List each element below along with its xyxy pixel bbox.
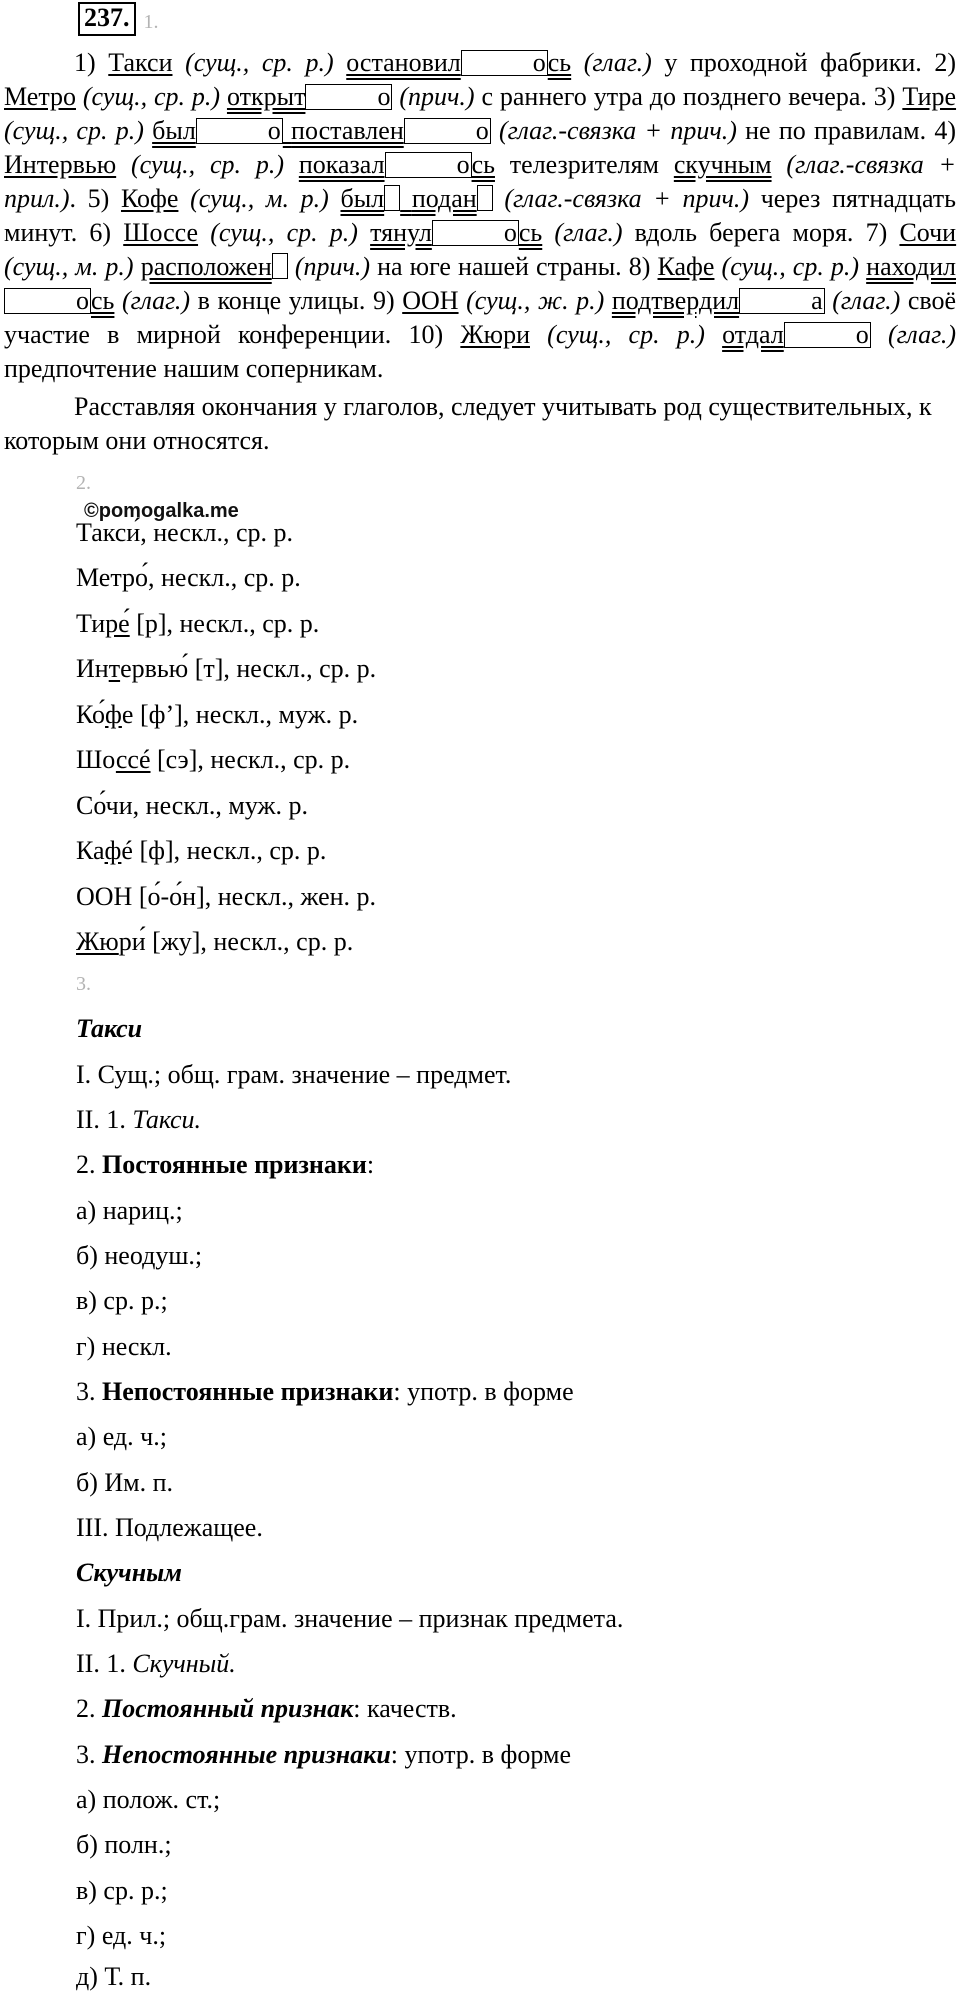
word-part: Такси́ — [76, 518, 141, 547]
parse-line: в) ср. р.; — [76, 1286, 168, 1315]
word-part: ООН — [76, 882, 133, 911]
empty-ending-box — [477, 185, 493, 211]
parse-line: б) полн.; — [76, 1830, 172, 1859]
predicate: расположен — [141, 252, 288, 281]
grammar-note: (глаг.) — [554, 218, 623, 247]
stress-word-entry — [76, 745, 350, 775]
word-part: Шо — [76, 745, 116, 774]
predicate: открыт о — [226, 82, 391, 111]
predicate: тянул ось — [370, 218, 543, 247]
predicate-adjective: скучным — [673, 150, 772, 179]
grammar-note: (сущ., ср. р.) — [185, 48, 334, 77]
word-part: [жу], нескл., ср. р. — [145, 927, 354, 956]
sentence-number: 3) — [873, 82, 896, 111]
sentence-text: в конце улицы. — [197, 286, 366, 315]
word-part: Ин — [76, 654, 109, 683]
grammar-note: (прич.) — [399, 82, 475, 111]
parse-line: б) неодуш.; — [76, 1241, 203, 1270]
word-part: Ка — [76, 836, 105, 865]
grammar-note: (сущ., ср. р.) — [547, 320, 705, 349]
word-part: é — [121, 836, 133, 865]
word-part: [сэ], нескл., ср. р. — [150, 745, 351, 774]
parse-line: I. Прил.; общ.грам. значение – признак предмета. — [76, 1604, 624, 1633]
sentence-number: 4) — [934, 116, 957, 145]
parse-line: III. Подлежащее. — [76, 1513, 263, 1542]
grammar-note: (сущ., — [721, 252, 786, 281]
parse-line: 2. Постоянные признаки: — [76, 1150, 375, 1179]
sentence-text: вдоль берега моря. — [634, 218, 854, 247]
parse-line: г) нескл. — [76, 1332, 172, 1361]
sentence-number: 5) — [87, 184, 110, 213]
parse-line: а) нариц.; — [76, 1196, 183, 1225]
sentence-text: у проходной фабрики. — [664, 48, 922, 77]
word-part: , нескл., муж. р. — [132, 791, 308, 820]
word-part: , нескл., ср. р. — [148, 563, 301, 592]
sentence-text: телезрителям — [509, 150, 660, 179]
subject: Тире — [902, 82, 957, 111]
word-part: [ф], нескл., ср. р. — [132, 836, 327, 865]
part-label-2: 2. — [76, 472, 91, 494]
subject: Жюри — [460, 320, 530, 349]
parse-line: I. Сущ.; общ. грам. значение – предмет. — [76, 1060, 512, 1089]
empty-ending-box — [272, 253, 288, 279]
underlined-letters: ф — [104, 836, 122, 865]
grammar-note: (глаг.) — [583, 48, 652, 77]
stress-word-entry — [76, 518, 293, 548]
underlined-letters: ре́ — [105, 609, 130, 638]
sentence-number: 8) — [628, 252, 651, 281]
underlined-letters: Жю — [76, 927, 119, 956]
predicate: был о поставлен о — [152, 116, 489, 145]
grammar-note: (глаг.) — [832, 286, 901, 315]
sentence-number: 7) — [865, 218, 888, 247]
sentence-number: 10) — [408, 320, 444, 349]
stress-word-entry — [76, 791, 308, 821]
sentence-text: с раннего утра до позднего вечера. — [481, 82, 867, 111]
sentence-text: не по правилам. — [745, 116, 927, 145]
sentence-number: 6) — [89, 218, 112, 247]
word-part: Ти — [76, 609, 106, 638]
parse-line: II. 1. Скучный. — [76, 1649, 236, 1678]
grammar-note: (глаг.-связка + прич.) — [504, 184, 750, 213]
exercise-header — [78, 2, 159, 36]
sentence-text: своё участие в мирной конференции. — [4, 286, 957, 349]
sentence-number: 1) — [74, 48, 96, 77]
underlined-letters: ф — [105, 700, 122, 729]
ending-box: о — [461, 50, 548, 76]
ending-box: о — [784, 322, 871, 348]
predicate: отдал о — [722, 320, 869, 349]
ending-box: а — [739, 288, 825, 314]
predicate: был подан — [340, 184, 492, 213]
word-part: [ф’], нескл., муж. р. — [133, 700, 359, 729]
word-part: ервью́ — [120, 654, 189, 683]
grammar-note: (глаг.) — [887, 320, 957, 349]
grammar-note: (сущ., м. р.) — [4, 252, 134, 281]
subject: Шоссе — [123, 218, 199, 247]
grammar-note: (сущ., ср. р.) — [210, 218, 358, 247]
underlined-letters: ссé — [115, 745, 151, 774]
subject: Метро — [4, 82, 76, 111]
subject: Такси — [108, 48, 173, 77]
grammar-note: (сущ., м. р.) — [190, 184, 329, 213]
subject: Кофе — [120, 184, 179, 213]
grammar-note: ср. р.) — [792, 252, 860, 281]
word-part: ри́ — [118, 927, 146, 956]
predicate: остановил ось — [346, 48, 572, 77]
parse-line: II. 1. Такси. — [76, 1105, 202, 1134]
watermark: ©pomogalka.me — [84, 500, 239, 522]
stress-word-entry — [76, 654, 376, 684]
ending-box: о — [305, 84, 392, 110]
empty-ending-box — [384, 185, 400, 211]
ending-box: о — [432, 220, 519, 246]
stress-word-entry — [76, 563, 301, 593]
parse-line: г) ед. ч.; — [76, 1921, 167, 1950]
sentence-text: пятнадцать минут. — [4, 184, 957, 247]
word-part: [т], нескл., ср. р. — [188, 654, 377, 683]
ending-box: о — [385, 152, 472, 178]
word-part: Со́чи — [76, 791, 133, 820]
grammar-note: (глаг.-связка + прич.) — [498, 116, 737, 145]
parse-title: Скучным — [76, 1558, 182, 1587]
subject: Кафе — [657, 252, 715, 281]
word-part: е — [121, 700, 134, 729]
grammar-note: прил.) — [4, 184, 70, 213]
grammar-note: (сущ., ж. р.) — [466, 286, 605, 315]
predicate: находилось — [4, 252, 956, 315]
word-part: Ко́ — [76, 700, 106, 729]
predicate: показал ось — [298, 150, 495, 179]
grammar-note: (глаг.-связка + — [786, 150, 957, 179]
word-part: , нескл., ср. р. — [140, 518, 294, 547]
exercise-number: 237. — [78, 2, 136, 36]
parse-line: в) ср. р.; — [76, 1876, 168, 1905]
sentence-text: на юге нашей страны. — [377, 252, 622, 281]
stress-word-entry — [76, 836, 326, 866]
parse-title: Такси — [76, 1014, 143, 1043]
sentence-number: 9) — [372, 286, 395, 315]
parse-line: 3. Непостоянные признаки: употр. в форме — [76, 1740, 571, 1769]
parse-line: б) Им. п. — [76, 1468, 174, 1497]
stress-word-entry — [76, 882, 376, 912]
stress-word-entry — [76, 700, 358, 730]
parse-line: 2. Постоянный признак: качеств. — [76, 1694, 457, 1723]
word-part: Метро́ — [76, 563, 148, 592]
word-part: [р], нескл., ср. р. — [129, 609, 320, 638]
grammar-note: (сущ., ср. р.) — [82, 82, 221, 111]
subject: Сочи — [899, 218, 957, 247]
stress-word-entry — [76, 609, 319, 639]
grammar-note: (сущ., ср. р.) — [130, 150, 285, 179]
part-label-1: 1. — [143, 11, 159, 33]
sentence-number: 2) — [934, 48, 957, 77]
parse-line: а) полож. ст.; — [76, 1785, 221, 1814]
part-label-3: 3. — [76, 973, 91, 995]
parse-line: 3. Непостоянные признаки: употр. в форме — [76, 1377, 574, 1406]
underlined-letters: т — [108, 654, 121, 683]
ending-box: о — [404, 118, 491, 144]
grammar-note: (глаг.) — [121, 286, 191, 315]
section-1-text — [4, 46, 956, 386]
ending-box: о — [4, 288, 91, 314]
section-1-note: Расставляя окончания у глаголов, следует учитывать род существительных, к которым они относятся. — [4, 392, 932, 455]
sentence-text: через — [760, 184, 821, 213]
sentence-text: предпочтение нашим соперникам. — [4, 354, 384, 383]
word-part: [о́-о́н], нескл., жен. р. — [132, 882, 377, 911]
predicate: подтвердил а — [611, 286, 823, 315]
subject: ООН — [402, 286, 459, 315]
subject: Интервью — [4, 150, 117, 179]
ending-box: о — [196, 118, 283, 144]
section-1-paragraph: 1) Такси (сущ., ср. р.) остановил ось (глаг.) у проходной фабрики. 2) Метро (сущ., ср. р.) открыт о (прич.) с раннего утра до позднего вечера. 3) Тире (сущ., ср. р.) был о поставлен о (глаг.-связка + прич.) не по правилам. 4) Интервью (сущ., ср. р.) показал ось телезрителям скучным (глаг.-связка + прил.). 5) Кофе (сущ., м. р.) был подан (глаг.-связка + прич.) через пятнадцать минут. 6) Шоссе (сущ., ср. р.) тянул ось (глаг.) вдоль берега моря. 7) Сочи (сущ., м. р.) расположен (прич.) на юге нашей страны. 8) Кафе (сущ., ср. р.) находилось (глаг.) в конце улицы. 9) ООН (сущ., ж. р.) подтвердил а (глаг.) своё участие в мирной конференции. 10) Жюри (сущ., ср. р.) отдал о (глаг.) предпочтение нашим соперникам. — [4, 48, 957, 383]
parse-line: а) ед. ч.; — [76, 1422, 167, 1451]
grammar-note: (прич.) — [294, 252, 371, 281]
parse-line: д) Т. п. — [76, 1962, 152, 1991]
stress-word-entry — [76, 927, 353, 957]
grammar-note: (сущ., ср. р.) — [4, 116, 144, 145]
